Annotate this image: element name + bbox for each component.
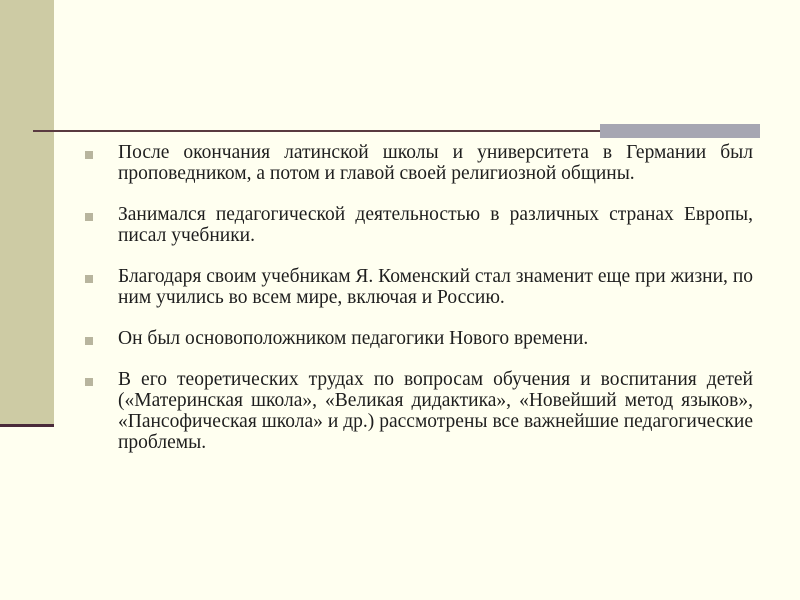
bullet-item bbox=[85, 142, 753, 184]
slide-content bbox=[85, 142, 753, 473]
square-bullet-icon bbox=[85, 275, 93, 283]
bullet-text: Занимался педагогической деятельностью в различных странах Европы, писал учебники. bbox=[118, 204, 753, 246]
side-decorative-band bbox=[0, 0, 54, 427]
square-bullet-icon bbox=[85, 151, 93, 159]
title-divider-accent bbox=[600, 124, 760, 138]
bullet-text: Он был основоположником педагогики Нового времени. bbox=[118, 328, 589, 349]
bullet-item bbox=[85, 266, 753, 308]
bullet-item bbox=[85, 204, 753, 246]
bullet-item bbox=[85, 328, 753, 349]
square-bullet-icon bbox=[85, 213, 93, 221]
bullet-text: Благодаря своим учебникам Я. Коменский стал знаменит еще при жизни, по ним учились во всем мире, включая и Россию. bbox=[118, 266, 753, 308]
bullet-item bbox=[85, 369, 753, 453]
square-bullet-icon bbox=[85, 378, 93, 386]
square-bullet-icon bbox=[85, 337, 93, 345]
side-band-shadow bbox=[0, 424, 54, 427]
bullet-text: После окончания латинской школы и университета в Германии был проповедником, а потом и главой своей религиозной общины. bbox=[118, 142, 753, 184]
bullet-text: В его теоретических трудах по вопросам обучения и воспитания детей («Материнская школа», «Великая дидактика», «Новейший метод языков», «Пансофическая школа» и др.) рассмотрены все важнейшие педагогические проблемы. bbox=[118, 369, 753, 453]
